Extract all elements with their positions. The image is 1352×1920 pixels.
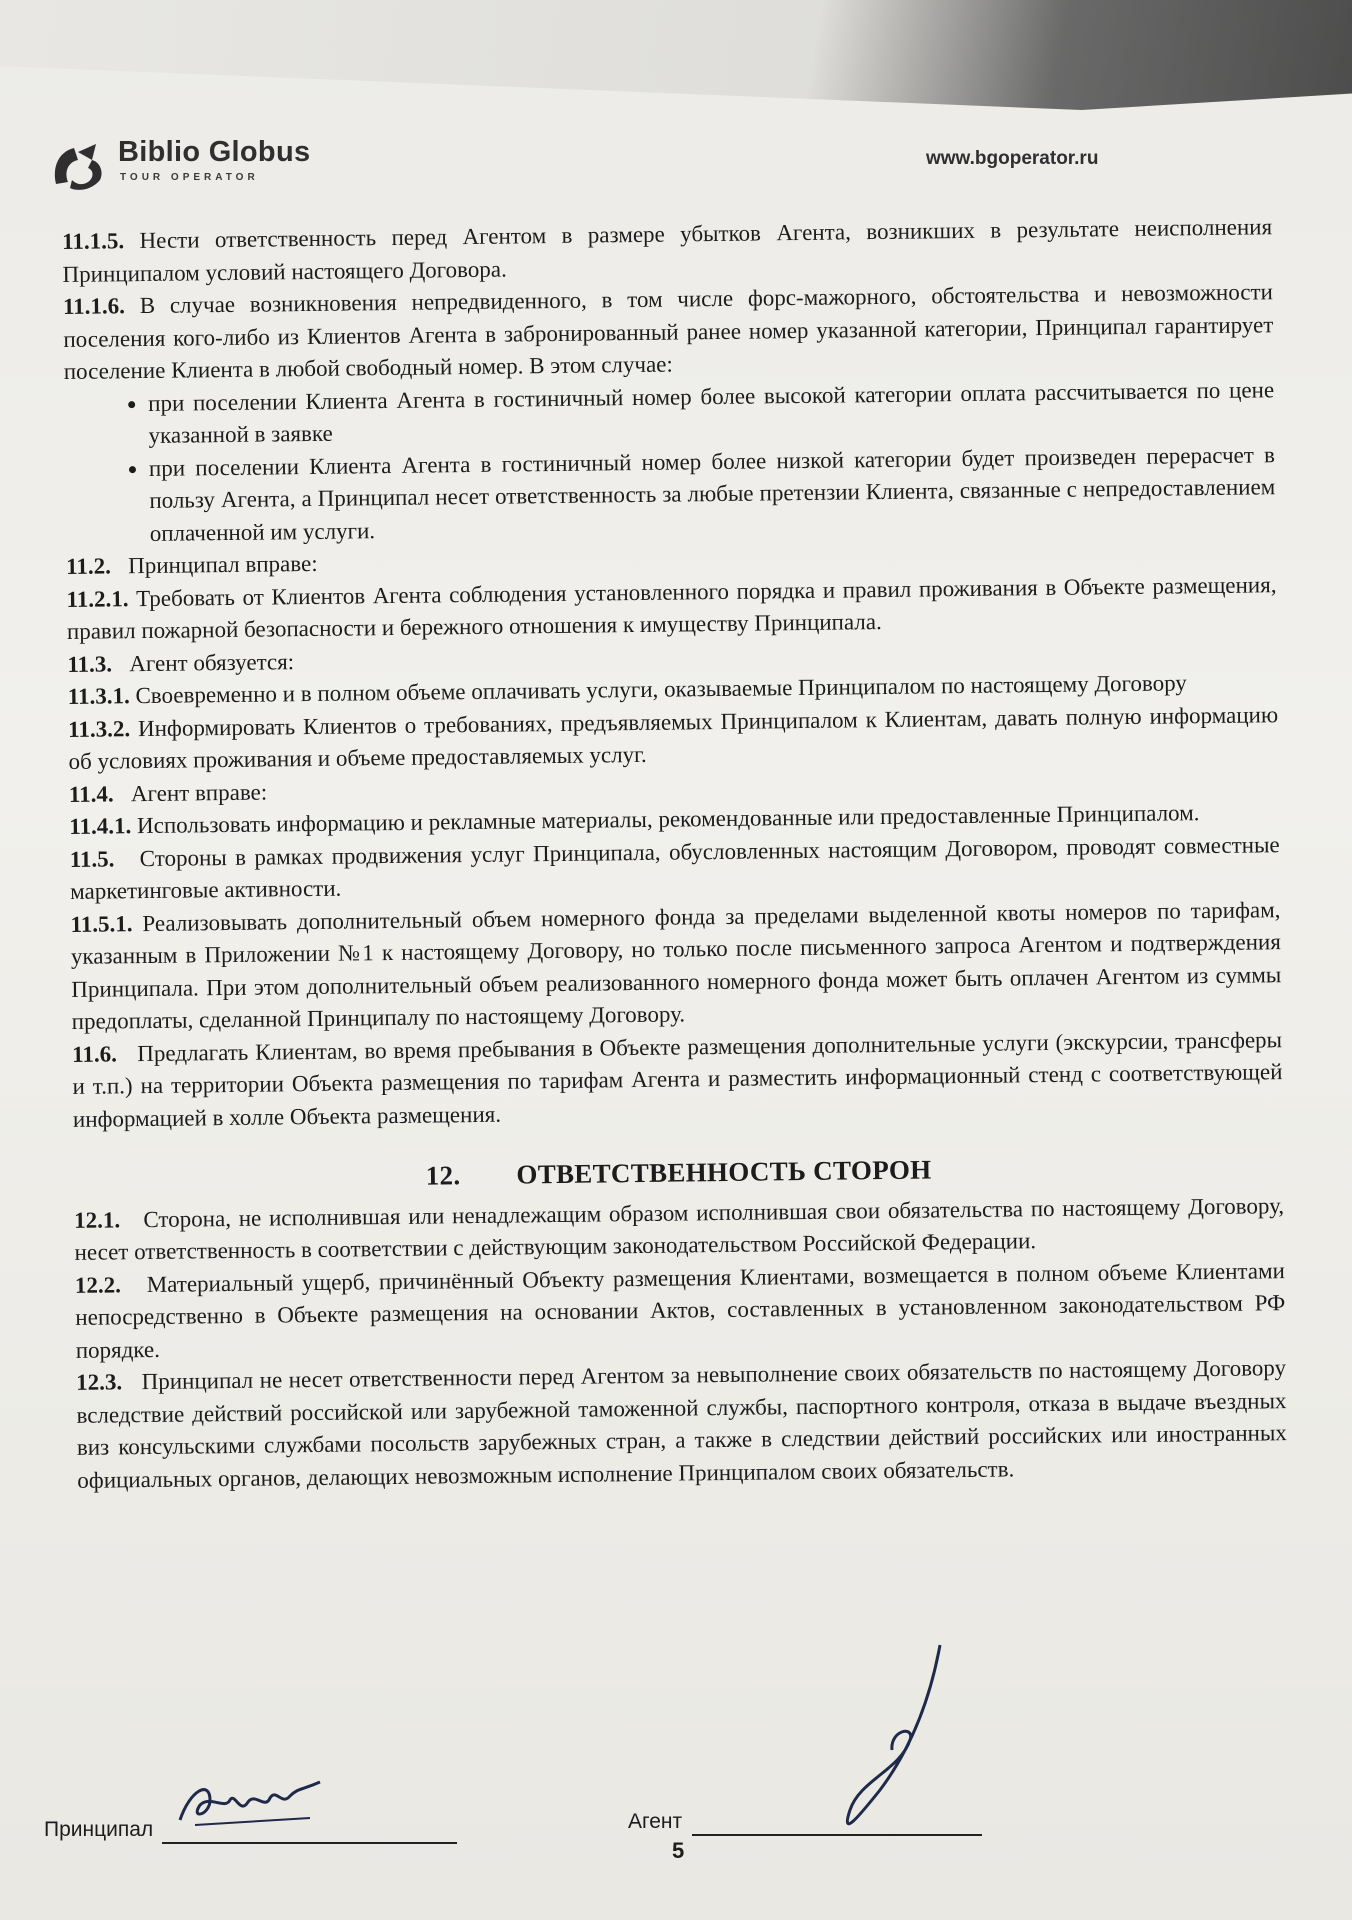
clause-11-1-6 [63, 276, 1274, 388]
clause-text: Требовать от Клиентов Агента соблюдения установленного порядка и правил проживания в Объекте размещения, правил пожарной безопасности и бережного отношения к имуществу Принципала. [66, 571, 1277, 644]
clause-number: 11.5.1. [70, 910, 133, 937]
clause-number: 12.2. [74, 1271, 122, 1298]
clause-text: Материальный ущерб, причинённый Объекту размещения Клиентами, возмещается в полном объеме Клиентами непосредственно в Объекте размещения на основании Актов, составленных в установленном законодательством РФ порядке. [75, 1257, 1286, 1363]
clause-number: 11.2. [66, 553, 112, 579]
letterhead [48, 132, 1128, 202]
clause-text: Сторона, не исполнившая или ненадлежащим образом исполнившая свои обязательства по настоящему Договору, несет ответственность в соответствии с действующим законодательством Российской Федерации. [74, 1192, 1285, 1265]
clause-12-2 [75, 1255, 1286, 1367]
brand-name: Biblio Globus [118, 136, 311, 168]
clause-number: 12.3. [75, 1369, 123, 1395]
clause-text: Использовать информацию и рекламные материалы, рекомендованные или предоставленные Принципалом. [136, 800, 1200, 839]
bullet-list [64, 374, 1276, 551]
clause-11-6 [72, 1024, 1283, 1136]
principal-signature [170, 1770, 330, 1840]
page-edge-shadow [0, 0, 1352, 110]
clause-number: 11.5. [69, 845, 115, 872]
clause-text: Агент обязуется: [129, 648, 295, 676]
bullet-item: • при поселении Клиента Агента в гостиничный номер более высокой категории оплата рассчитывается по цене указанной в заявке [148, 374, 1275, 453]
clause-number: 11.4. [68, 780, 114, 807]
clause-text: Нести ответственность перед Агентом в размере убытков Агента, возникших в результате неисполнения Принципалом условий настоящего Договора. [62, 214, 1273, 287]
clause-text: Информировать Клиентов о требованиях, предъявляемых Принципалом к Клиентам, давать полную информацию об условиях проживания и объеме предоставляемых услуг. [68, 701, 1279, 774]
bullet-item: • при поселении Клиента Агента в гостиничный номер более низкой категории будет произведен перерасчет в пользу Агента, а Принципал несет ответственность за любые претензии Клиента, связанные с непредоставлением оплаченной им услуги. [149, 439, 1276, 550]
clause-number: 12.1. [73, 1206, 121, 1233]
clause-number: 11.3.1. [67, 683, 130, 709]
contract-body [62, 211, 1287, 1497]
clause-number: 11.4.1. [69, 813, 132, 839]
clause-11-5-1 [70, 894, 1281, 1039]
clause-text: Принципал вправе: [127, 550, 318, 579]
website-url: www.bgoperator.ru [926, 148, 1099, 169]
principal-label: Принципал [44, 1818, 154, 1841]
clause-text: Реализовывать дополнительный объем номерного фонда за пределами выделенной квоты номеров по тарифам, указанным в Приложении №1 к настоящему Договору, но только после письменного запроса Агентом и подтверждения Принципала. При этом дополнительный объем реализованного номерного фонда может быть оплачен Агентом из суммы предоплаты, сделанной Принципалу по настоящему Договору. [70, 896, 1282, 1034]
clause-number: 11.3.2. [67, 715, 131, 742]
clause-number: 11.1.5. [62, 228, 125, 254]
principal-signature-line [162, 1842, 457, 1844]
clause-text: В случае возникновения непредвиденного, в том числе форс-мажорного, обстоятельства и невозможности поселения кого-либо из Клиентов Агента в забронированный ранее номер указанной категории, Принципал гарантирует поселение Клиента в любой свободный номер. В этом случае: [63, 279, 1274, 384]
clause-number: 11.2.1. [66, 585, 129, 612]
clause-text: Предлагать Клиентам, во время пребывания в Объекте размещения дополнительные услуги (экскурсии, трансферы и т.п.) на территории Объекта размещения по тарифам Агента и разместить информационный стенд с соответствующей информацией в холле Объекта размещения. [72, 1026, 1283, 1132]
clause-text: Агент вправе: [130, 779, 268, 806]
section-12-heading [73, 1149, 1283, 1196]
clause-number: 11.6. [71, 1040, 117, 1067]
biblio-globus-logo-icon [48, 138, 108, 198]
clause-text: Стороны в рамках продвижения услуг Принципала, обусловленных настоящим Договором, проводят совместные маркетинговые активности. [69, 831, 1280, 904]
section-number: 12. [425, 1160, 461, 1191]
agent-label: Агент [628, 1810, 683, 1833]
clause-text: Принципал не несет ответственности перед Агентом за невыполнение своих обязательств по настоящему Договору вследствие действий российской или зарубежной таможенной службы, паспортного контроля, отказа в выдаче въездных виз консульскими службами посольств зарубежных стран, а также в следствии действий российских или иностранных официальных органов, делающих невозможным исполнение Принципалом своих обязательств. [76, 1355, 1287, 1493]
brand-subtitle: TOUR OPERATOR [120, 172, 259, 183]
section-title: ОТВЕТСТВЕННОСТЬ СТОРОН [516, 1154, 932, 1190]
clause-text: Своевременно и в полном объеме оплачивать услуги, оказываемые Принципалом по настоящему Договору [135, 670, 1187, 709]
page-number: 5 [672, 1838, 685, 1863]
agent-signature [820, 1640, 960, 1860]
clause-12-3 [76, 1352, 1287, 1497]
clause-number: 11.1.6. [62, 293, 126, 319]
clause-number: 11.3. [67, 650, 113, 677]
